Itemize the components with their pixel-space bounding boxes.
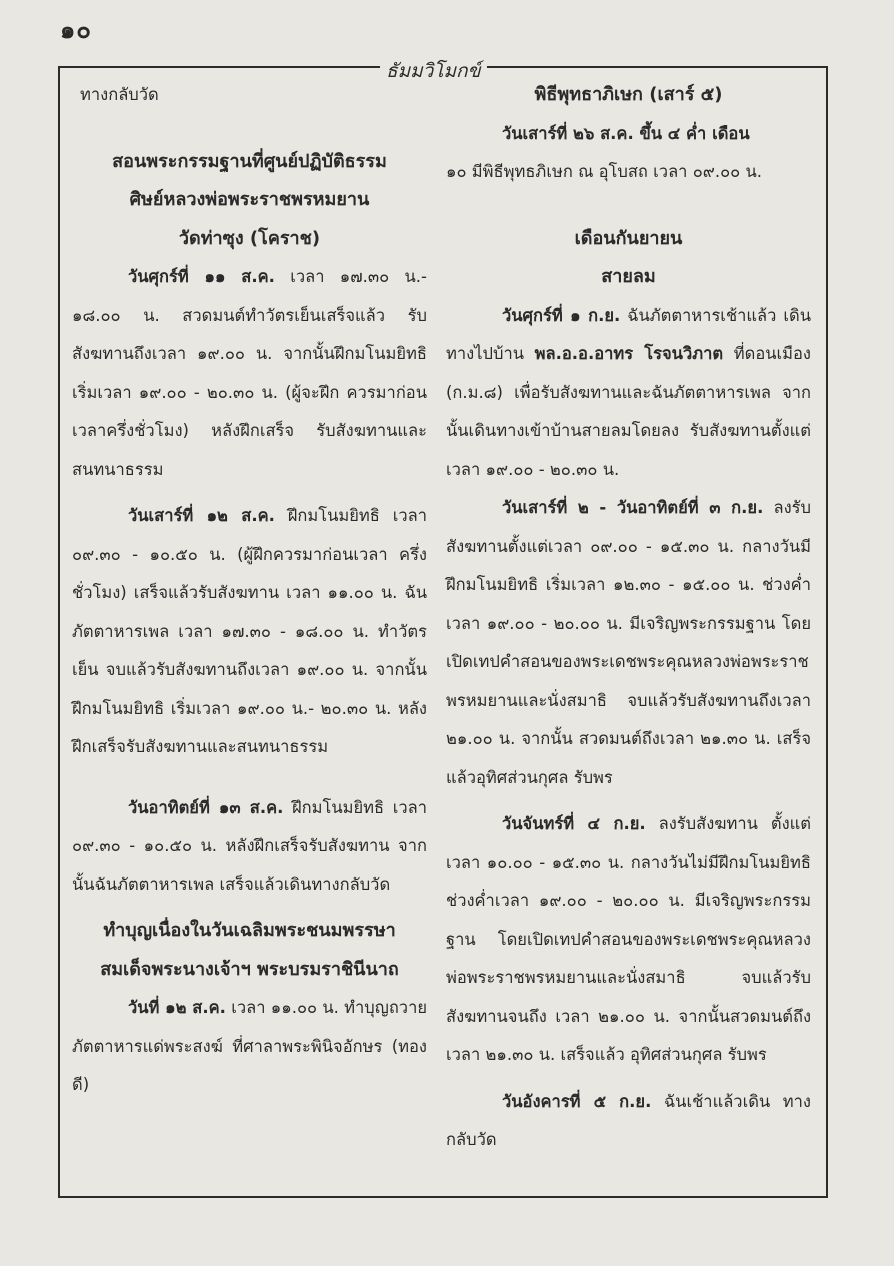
section-title-line: ศิษย์หลวงพ่อพระราชพรหมยาน [129, 189, 370, 210]
schedule-date: วันศุกร์ที่ ๑ ก.ย. [502, 305, 621, 325]
schedule-text: ฝึกมโนมยิทธิ เวลา ๐๙.๓๐ - ๑๐.๕๐ น. (ผู้ฝึกควรมาก่อนเวลา ครึ่งชั่วโมง) เสร็จแล้วรับสังฆทาน เวลา ๑๑.๐๐ น. ฉันภัตตาหารเพล เวลา ๑๗.๓๐ - ๑๘.๐๐ น. ทำวัตรเย็น จบแล้วรับสังฆทานถึงเวลา ๑๙.๐๐ น. จากนั้น ฝึกมโนมยิทธิ เริ่มเวลา ๑๙.๐๐ น.- ๒๐.๓๐ น. หลังฝึกเสร็จรับสังฆทานและสนทนาธรรม [72, 506, 427, 756]
month-heading: เดือนกันยายน [574, 227, 683, 249]
left-column [72, 76, 427, 1105]
schedule-text: ฝึกมโนมยิทธิ เวลา ๐๙.๓๐ - ๑๐.๕๐ น. หลังฝึกเสร็จรับสังฆทาน จากนั้นฉันภัตตาหารเพล เสร็จแล้วเดินทางกลับวัด [72, 797, 427, 894]
schedule-date: วันเสาร์ที่ ๒๖ ส.ค. ขึ้น ๔ ค่ำ เดือน [502, 123, 750, 143]
schedule-text: เวลา ๑๑.๐๐ น. ทำบุญถวายภัตตาหารแด่พระสงฆ์ ที่ศาลาพระพินิจอักษร (ทองดี) [72, 998, 428, 1094]
section-title: พิธีพุทธาภิเษก (เสาร์ ๕) [534, 84, 723, 105]
schedule-date: วันที่ ๑๒ ส.ค. [128, 998, 226, 1017]
section-title-line: วัดท่าซุง (โคราช) [178, 227, 321, 249]
schedule-date: วันศุกร์ที่ ๑๑ ส.ค. [128, 267, 275, 286]
section-title-line: ทำบุญเนื่องในวันเฉลิมพระชนมพรรษา [103, 920, 396, 941]
right-column [446, 76, 811, 1160]
schedule-paragraph [72, 258, 427, 489]
schedule-paragraph [446, 297, 811, 490]
schedule-paragraph [446, 805, 811, 1075]
schedule-text: ที่ดอนเมือง (ก.ม.๘) เพื่อรับสังฆทานและฉันภัตตาหารเพล จากนั้นเดินทางเข้าบ้านสายลมโดยลง รับสังฆทานตั้งแต่เวลา ๑๙.๐๐ - ๒๐.๓๐ น. [446, 344, 811, 479]
schedule-paragraph [72, 497, 427, 767]
schedule-date: วันอังคารที่ ๕ ก.ย. [502, 1091, 652, 1111]
schedule-date-line [446, 115, 811, 154]
section-title-line: สอนพระกรรมฐานที่ศูนย์ปฏิบัติธรรม [112, 150, 387, 172]
schedule-date: วันอาทิตย์ที่ ๑๓ ส.ค. [128, 797, 284, 817]
schedule-date: วันเสาร์ที่ ๒ - วันอาทิตย์ที่ ๓ ก.ย. [502, 498, 764, 517]
schedule-paragraph [446, 1083, 811, 1160]
running-head: ธัมมวิโมกข์ [380, 56, 487, 86]
schedule-text: ลงรับสังฆทานตั้งแต่เวลา ๐๙.๐๐ - ๑๕.๓๐ น. กลางวันมีฝึกมโนมยิทธิ เริ่มเวลา ๑๒.๓๐ - ๑๕.๐๐ น. ช่วงค่ำ เวลา ๑๙.๐๐ - ๒๐.๐๐ น. มีเจริญพระกรรมฐาน โดยเปิดเทปคำสอนของพระเดชพระคุณหลวงพ่อพระราชพรหมยานและนั่งสมาธิ จบแล้วรับสังฆทานถึงเวลา ๒๑.๐๐ น. จากนั้น สวดมนต์ถึงเวลา ๒๑.๓๐ น. เสร็จแล้วอุทิศส่วนกุศล รับพร [446, 498, 811, 787]
schedule-date: วันจันทร์ที่ ๔ ก.ย. [502, 814, 646, 833]
schedule-text: เวลา ๑๗.๓๐ น.- ๑๘.๐๐ น. สวดมนต์ทำวัตรเย็นเสร็จแล้ว รับสังฆทานถึงเวลา ๑๙.๐๐ น. จากนั้นฝึกมโนมยิทธิ เริ่มเวลา ๑๙.๐๐ - ๒๐.๓๐ น. (ผู้จะฝึก ควรมาก่อนเวลาครึ่งชั่วโมง) หลังฝึกเสร็จ รับสังฆทานและสนทนาธรรม [72, 267, 427, 479]
section-title [72, 912, 427, 989]
schedule-paragraph [446, 489, 811, 797]
host-name: พล.อ.อ.อาทร โรจนวิภาต [534, 344, 724, 363]
schedule-date: วันเสาร์ที่ ๑๒ ส.ค. [128, 506, 275, 525]
location-heading: สายลม [601, 266, 656, 287]
schedule-text: ฉันเช้าแล้วเดิน ทางกลับวัด [446, 1091, 811, 1149]
page-number: ๑๐ [60, 16, 92, 44]
schedule-text: ลงรับสังฆทาน ตั้งแต่เวลา ๑๐.๐๐ - ๑๕.๓๐ น. กลางวันไม่มีฝึกมโนมยิทธิ ช่วงค่ำเวลา ๑๙.๐๐ - ๒๐.๐๐ น. มีเจริญพระกรรมฐาน โดยเปิดเทปคำสอนของพระเดชพระคุณหลวงพ่อพระราชพรหมยานและนั่งสมาธิ จบแล้วรับสังฆทานจนถึง เวลา ๒๑.๐๐ น. จากนั้นสวดมนต์ถึงเวลา ๒๑.๓๐ น. เสร็จแล้ว อุทิศส่วนกุศล รับพร [446, 814, 811, 1064]
section-title-line: สมเด็จพระนางเจ้าฯ พระบรมราชินีนาถ [100, 958, 399, 980]
schedule-paragraph [72, 789, 427, 905]
schedule-text: ๑๐ มีพิธีพุทธภิเษก ณ อุโบสถ เวลา ๐๙.๐๐ น. [446, 162, 763, 181]
schedule-text: ฉันภัตตาหารเช้าแล้ว เดินทางไปบ้าน [446, 305, 811, 363]
schedule-paragraph [72, 989, 427, 1105]
section-title [72, 143, 427, 259]
intro-text: ทางกลับวัด [80, 85, 159, 104]
